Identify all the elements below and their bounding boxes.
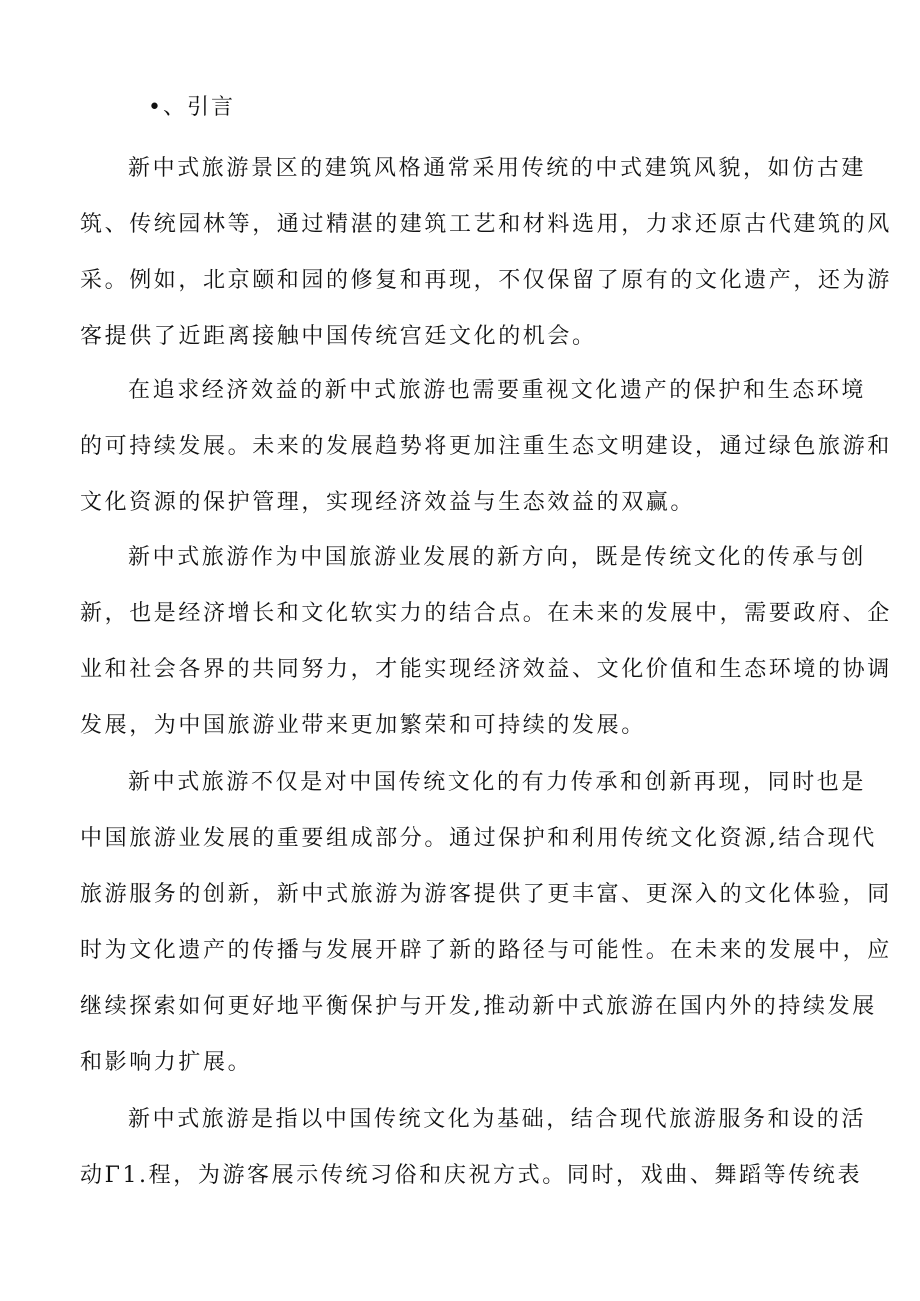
paragraph-5-line-2: 动Γ1.程，为游客展示传统习俗和庆祝方式。同时，戏曲、舞蹈等传统表 <box>80 1163 863 1188</box>
paragraph-4-line-2: 中国旅游业发展的重要组成部分。通过保护和利用传统文化资源,结合现代 <box>80 826 877 851</box>
paragraph-1 <box>80 141 892 365</box>
paragraph-1-line-1: 新中式旅游景区的建筑风格通常采用传统的中式建筑风貌，如仿古建 <box>128 156 867 181</box>
paragraph-2-line-1: 在追求经济效益的新中式旅游也需要重视文化遗产的保护和生态环境 <box>128 378 867 403</box>
paragraph-2-line-3: 文化资源的保护管理，实现经济效益与生态效益的双赢。 <box>80 490 696 515</box>
paragraph-4-line-5: 继续探索如何更好地平衡保护与开发,推动新中式旅游在国内外的持续发展 <box>80 994 877 1019</box>
paragraph-2-line-2: 的可持续发展。未来的发展趋势将更加注重生态文明建设，通过绿色旅游和 <box>80 434 892 459</box>
paragraph-3-line-2: 新，也是经济增长和文化软实力的结合点。在未来的发展中，需要政府、企 <box>80 601 892 626</box>
paragraph-4 <box>80 755 892 1091</box>
paragraph-1-line-3: 采。例如，北京颐和园的修复和再现，不仅保留了原有的文化遗产，还为游 <box>80 268 892 293</box>
paragraph-4-line-4: 时为文化遗产的传播与发展开辟了新的路径与可能性。在未来的发展中，应 <box>80 938 892 963</box>
section-heading: •、引言 <box>148 95 235 120</box>
paragraph-2 <box>80 363 892 531</box>
paragraph-5-line-1: 新中式旅游是指以中国传统文化为基础，结合现代旅游服务和设的活 <box>128 1107 867 1132</box>
paragraph-1-line-4: 客提供了近距离接触中国传统宫廷文化的机会。 <box>80 324 597 349</box>
paragraph-3 <box>80 530 892 754</box>
paragraph-3-line-3: 业和社会各界的共同努力，才能实现经济效益、文化价值和生态环境的协调 <box>80 657 892 682</box>
paragraph-3-line-4: 发展，为中国旅游业带来更加繁荣和可持续的发展。 <box>80 713 646 738</box>
paragraph-4-line-6: 和影响力扩展。 <box>80 1050 253 1075</box>
paragraph-4-line-1: 新中式旅游不仅是对中国传统文化的有力传承和创新再现，同时也是 <box>128 770 867 795</box>
paragraph-4-line-3: 旅游服务的创新，新中式旅游为游客提供了更丰富、更深入的文化体验，同 <box>80 882 892 907</box>
paragraph-3-line-1: 新中式旅游作为中国旅游业发展的新方向，既是传统文化的传承与创 <box>128 545 867 570</box>
paragraph-5 <box>80 1092 867 1204</box>
paragraph-1-line-2: 筑、传统园林等，通过精湛的建筑工艺和材料选用，力求还原古代建筑的风 <box>80 212 892 237</box>
